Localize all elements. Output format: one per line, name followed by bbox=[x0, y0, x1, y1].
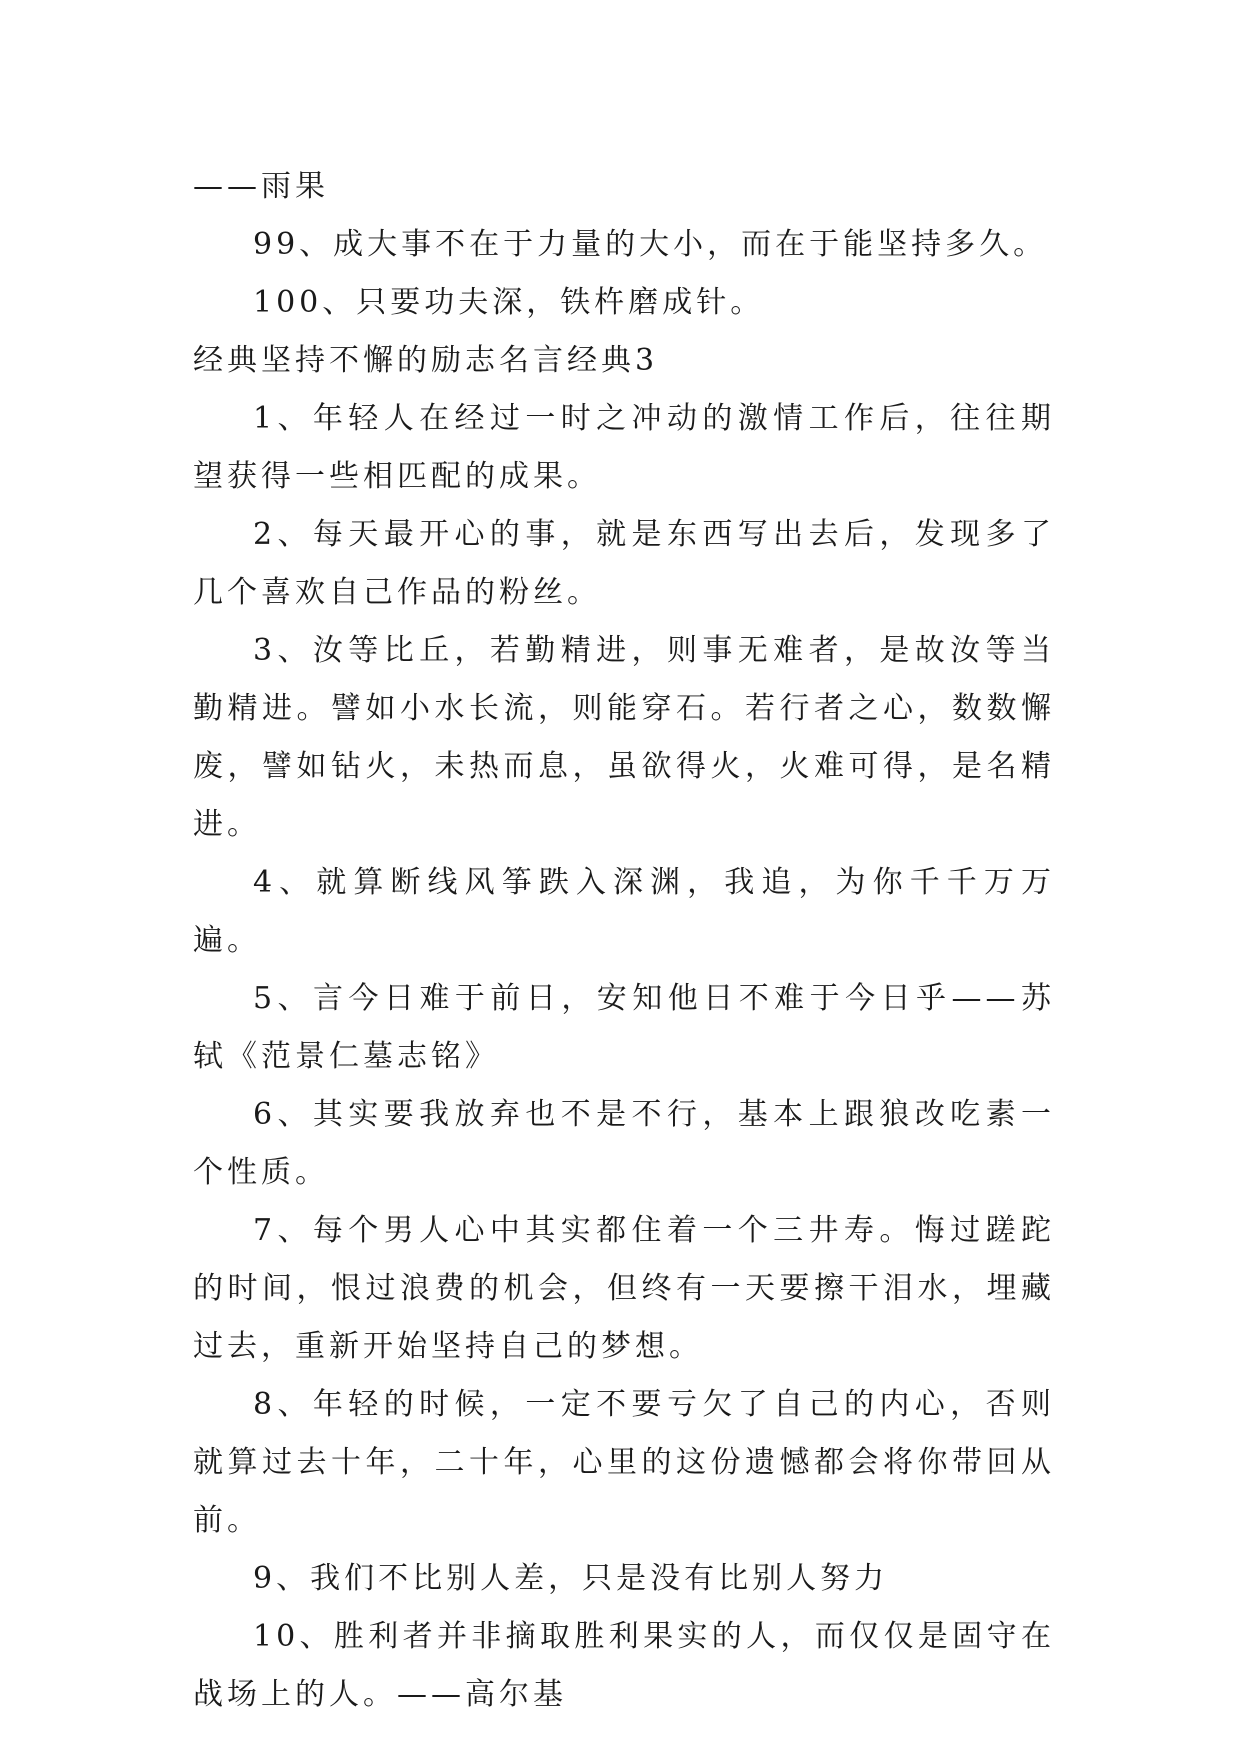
quote-99: 99、成大事不在于力量的大小，而在于能坚持多久。 bbox=[253, 227, 1048, 262]
quote-9: 9、我们不比别人差，只是没有比别人努力 bbox=[253, 1561, 889, 1596]
quote-5: 5、言今日难于前日，安知他日不难于今日乎——苏轼《范景仁墓志铭》 bbox=[193, 981, 1055, 1074]
attribution-line: ——雨果 bbox=[193, 169, 329, 204]
quote-6: 6、其实要我放弃也不是不行，基本上跟狼改吃素一个性质。 bbox=[193, 1097, 1055, 1190]
quote-100: 100、只要功夫深，铁杵磨成针。 bbox=[253, 285, 765, 320]
quote-2: 2、每天最开心的事，就是东西写出去后，发现多了几个喜欢自己作品的粉丝。 bbox=[193, 517, 1055, 610]
quote-3: 3、汝等比丘，若勤精进，则事无难者，是故汝等当勤精进。譬如小水长流，则能穿石。若行者之心，数数懈废，譬如钻火，未热而息，虽欲得火，火难可得，是名精进。 bbox=[193, 633, 1055, 842]
quote-1: 1、年轻人在经过一时之冲动的激情工作后，往往期望获得一些相匹配的成果。 bbox=[193, 401, 1055, 494]
quote-4: 4、就算断线风筝跌入深渊，我追，为你千千万万遍。 bbox=[193, 865, 1055, 958]
quote-8: 8、年轻的时候，一定不要亏欠了自己的内心，否则就算过去十年，二十年，心里的这份遗憾都会将你带回从前。 bbox=[193, 1387, 1055, 1538]
section-heading: 经典坚持不懈的励志名言经典3 bbox=[193, 343, 659, 378]
document-body bbox=[193, 158, 1055, 1724]
quote-10: 10、胜利者并非摘取胜利果实的人，而仅仅是固守在战场上的人。——高尔基 bbox=[193, 1619, 1055, 1712]
quote-7: 7、每个男人心中其实都住着一个三井寿。悔过蹉跎的时间，恨过浪费的机会，但终有一天要擦干泪水，埋藏过去，重新开始坚持自己的梦想。 bbox=[193, 1213, 1055, 1364]
